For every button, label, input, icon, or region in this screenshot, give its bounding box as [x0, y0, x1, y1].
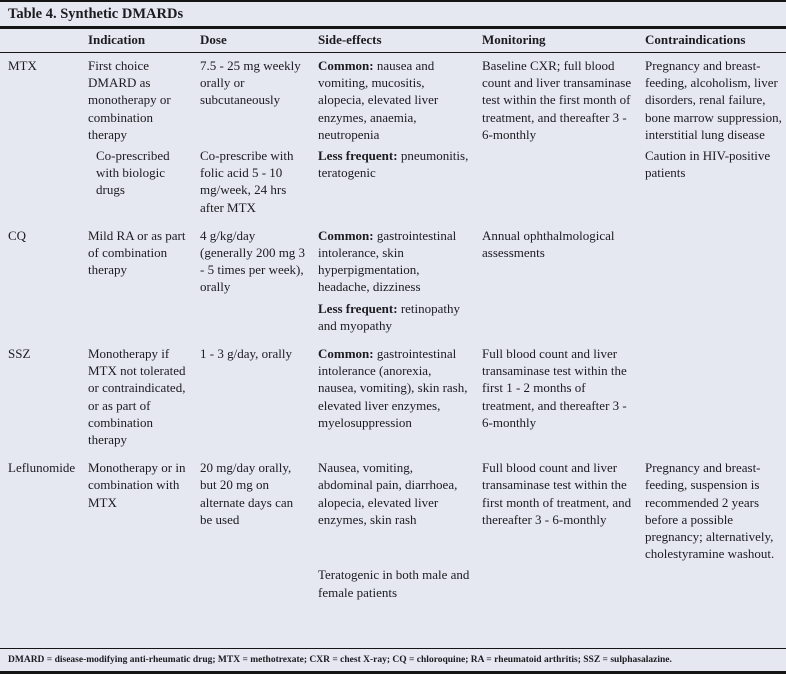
indication-cell: Co-prescribed with biologic drugs — [96, 148, 170, 198]
empty-cell — [645, 296, 786, 341]
table-footnote: DMARD = disease-modifying anti-rheumatic drug; MTX = methotrexate; CXR = chest X-ray; CQ = chloroquine; RA = rheumatoid arthritis; SSZ = sulphasalazine. — [0, 648, 786, 674]
empty-cell — [88, 562, 200, 607]
contraindications-cell: Pregnancy and breast-feeding, alcoholism, liver disorders, renal failure, bone marrow suppression, interstitial lung disease — [645, 58, 782, 142]
empty-cell — [482, 143, 645, 223]
side-effects-emphasis: Less frequent: — [318, 300, 398, 316]
column-header-indication: Indication — [88, 28, 200, 53]
monitoring-cell: Annual ophthalmological assessments — [482, 227, 615, 261]
table-row — [0, 53, 786, 144]
drug-group-mtx — [0, 53, 786, 223]
side-effects-text: gastrointestinal intolerance (anorexia, nausea, vomiting), skin rash, elevated liver enzymes, myelosuppression — [318, 346, 468, 430]
empty-cell — [88, 296, 200, 341]
dose-cell: 7.5 - 25 mg weekly orally or subcutaneously — [200, 58, 301, 108]
monitoring-cell: Full blood count and liver transaminase test within the first 1 - 2 months of treatment, and thereafter 3 - 6-monthly — [482, 346, 627, 430]
side-effects-cell — [318, 53, 482, 144]
column-header-drug — [0, 28, 88, 53]
empty-cell — [482, 562, 645, 607]
table-row — [0, 296, 786, 341]
column-header-side-effects: Side-effects — [318, 28, 482, 53]
indication-cell: Monotherapy or in combination with MTX — [88, 460, 186, 510]
table-row — [0, 223, 786, 296]
side-effects-cell — [318, 341, 482, 455]
column-header-monitoring: Monitoring — [482, 28, 645, 53]
side-effects-cell — [318, 296, 482, 341]
dose-cell: 1 - 3 g/day, orally — [200, 346, 292, 362]
side-effects-cell — [318, 223, 482, 296]
side-effects-cell — [318, 562, 482, 607]
side-effects-emphasis: Common: — [318, 227, 374, 243]
side-effects-emphasis: Common: — [318, 346, 374, 362]
side-effects-cell — [318, 455, 482, 562]
drug-name: Leflunomide — [8, 460, 76, 476]
contraindications-cell: Caution in HIV-positive patients — [645, 148, 771, 181]
indication-cell: Mild RA or as part of combination therapy — [88, 227, 186, 278]
header-row — [0, 28, 786, 53]
side-effects-text: nausea and vomiting, mucositis, alopecia, elevated liver enzymes, anaemia, neutropenia — [318, 58, 439, 142]
drug-name: SSZ — [8, 346, 31, 362]
dose-cell: 4 g/kg/day (generally 200 mg 3 - 5 times per week), orally — [200, 227, 306, 295]
empty-cell — [645, 223, 786, 296]
side-effects-cell — [318, 143, 482, 223]
data-table — [0, 26, 786, 608]
table-row — [0, 341, 786, 455]
table-row — [0, 562, 786, 607]
table-header — [0, 28, 786, 53]
empty-cell — [645, 341, 786, 455]
empty-cell — [482, 296, 645, 341]
indication-cell: Monotherapy if MTX not tolerated or contraindicated, or as part of combination therapy — [88, 346, 186, 448]
side-effects-text: gastrointestinal intolerance, skin hyperpigmentation, headache, dizziness — [318, 227, 457, 295]
side-effects-text: retinopathy and myopathy — [318, 300, 461, 333]
column-header-dose: Dose — [200, 28, 318, 53]
table-row — [0, 143, 786, 223]
side-effects-text: Nausea, vomiting, abdominal pain, diarrhoea, alopecia, elevated liver enzymes, skin rash — [318, 460, 458, 527]
side-effects-emphasis: Common: — [318, 58, 374, 73]
side-effects-emphasis: Less frequent: — [318, 148, 398, 164]
table-row — [0, 455, 786, 562]
table-title: Table 4. Synthetic DMARDs — [8, 6, 184, 22]
indication-cell: First choice DMARD as monotherapy or combination therapy — [88, 58, 171, 142]
empty-cell — [200, 296, 318, 341]
drug-name: MTX — [8, 58, 37, 73]
drug-group-leflunomide — [0, 455, 786, 608]
contraindications-cell: Pregnancy and breast-feeding, suspension is recommended 2 years before a possible pregnancy; alternatively, cholestyramine washout. — [645, 460, 775, 562]
side-effects-text: Teratogenic in both male and female patients — [318, 567, 470, 600]
monitoring-cell: Full blood count and liver transaminase test within the first month of treatment, and thereafter 3 - 6-monthly — [482, 460, 632, 527]
monitoring-cell: Baseline CXR; full blood count and liver transaminase test within the first month of treatment, and thereafter 3 - 6-monthly — [482, 58, 632, 142]
drug-name: CQ — [8, 227, 27, 243]
drug-group-ssz — [0, 341, 786, 455]
dose-cell: 20 mg/day orally, but 20 mg on alternate days can be used — [200, 460, 294, 527]
column-header-contraindications: Contraindications — [645, 28, 786, 53]
side-effects-text: pneumonitis, teratogenic — [318, 148, 469, 181]
drug-group-cq — [0, 223, 786, 341]
dose-cell: Co-prescribe with folic acid 5 - 10 mg/week, 24 hrs after MTX — [200, 148, 294, 215]
empty-cell — [200, 562, 318, 607]
empty-cell — [645, 562, 786, 607]
